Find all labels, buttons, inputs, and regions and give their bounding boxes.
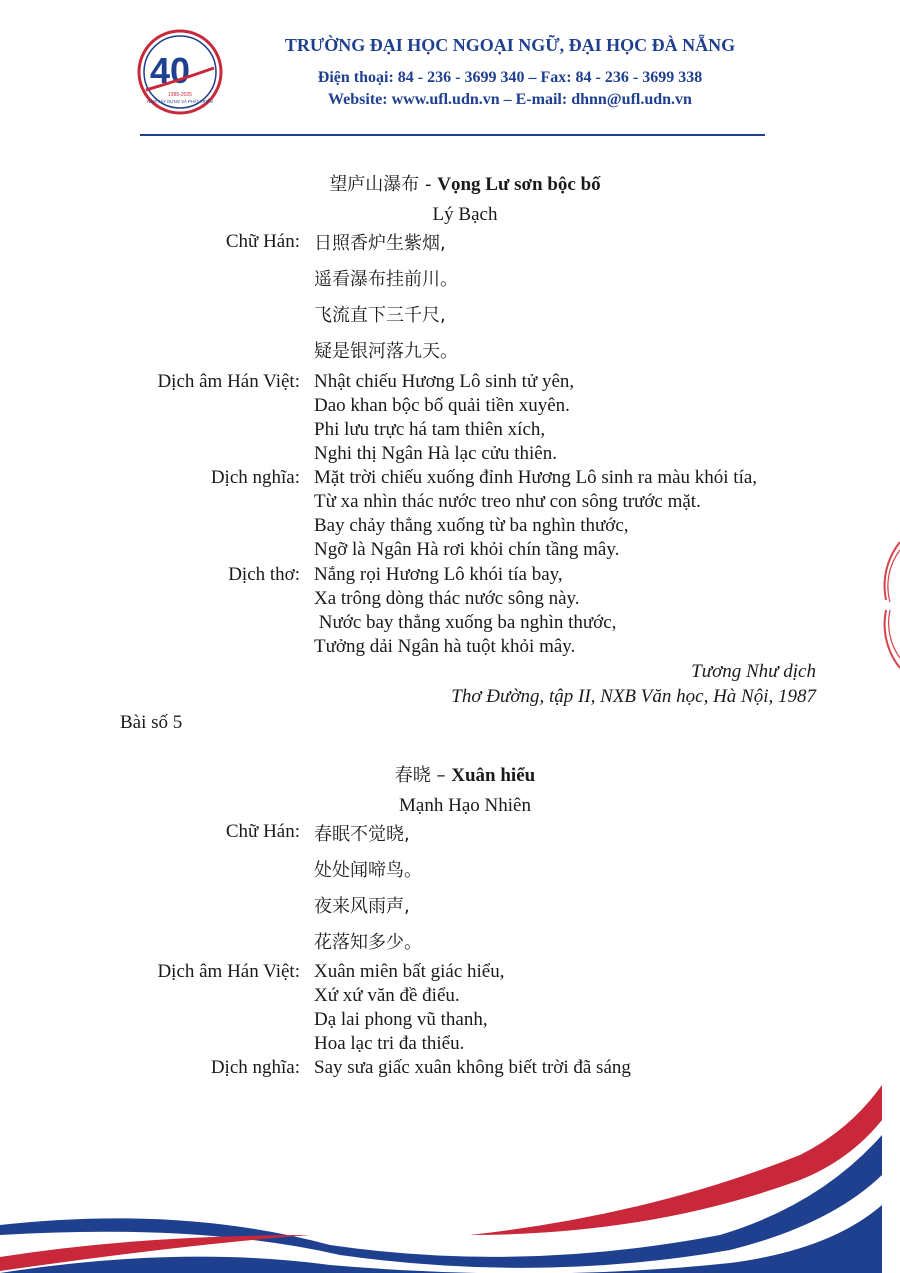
poem5-label-am: Dịch âm Hán Việt:: [157, 961, 300, 982]
poem4-label-am: Dịch âm Hán Việt:: [157, 371, 300, 392]
poem5-label-nghia: Dịch nghĩa:: [210, 1057, 300, 1078]
poem4-title-viet: Vọng Lư sơn bộc bố: [437, 174, 601, 195]
poem4-title-han: 望庐山瀑布 -: [329, 174, 438, 195]
poem4-han-line: 日照香炉生紫烟,: [314, 233, 446, 254]
poem5-am-line: Xứ xứ văn đề điểu.: [314, 985, 460, 1006]
school-name: TRƯỜNG ĐẠI HỌC NGOẠI NGỮ, ĐẠI HỌC ĐÀ NẴNG: [284, 35, 736, 55]
poem4-am-line: Phi lưu trực há tam thiên xích,: [314, 419, 546, 440]
poem5-am-line: Hoa lạc tri đa thiểu.: [314, 1033, 465, 1054]
poem4-tho-line: Nắng rọi Hương Lô khói tía bay,: [314, 564, 563, 585]
poem5-han-line: 花落知多少。: [314, 932, 422, 953]
poem4-nghia-line: Mặt trời chiếu xuống đỉnh Hương Lô sinh ra màu khói tía,: [314, 467, 758, 488]
poem4-am-line: Dao khan bộc bố quải tiền xuyên.: [314, 395, 570, 416]
contact-web-email: Website: www.ufl.udn.vn – E-mail: dhnn@ufl.udn.vn: [328, 91, 692, 108]
university-40-years-logo: [136, 28, 224, 116]
poem5-title-viet: Xuân hiểu: [451, 765, 536, 786]
poem5-han-line: 夜来风雨声,: [314, 896, 410, 917]
poem5-han-line: 春眠不觉晓,: [314, 824, 410, 845]
poem5-label-han: Chữ Hán:: [225, 821, 300, 842]
poem4-am-line: Nhật chiếu Hương Lô sinh tử yên,: [314, 371, 575, 392]
poem5-title-han: 春晓 –: [394, 765, 452, 786]
poem4-tho-line: Xa trông dòng thác nước sông này.: [314, 588, 580, 609]
poem5-am-line: Xuân miên bất giác hiểu,: [314, 961, 505, 982]
poem4-nghia-line: Bay chảy thẳng xuống từ ba nghìn thước,: [314, 515, 629, 536]
poem5-author: Mạnh Hạo Nhiên: [399, 795, 531, 816]
lesson-5-heading: Bài số 5: [120, 712, 183, 733]
poem5-title: [150, 764, 780, 788]
poem4-tho-line: Nước bay thẳng xuống ba nghìn thước,: [314, 612, 617, 633]
poem4-author: Lý Bạch: [432, 204, 498, 225]
poem4-am-line: Nghi thị Ngân Hà lạc cửu thiên.: [314, 443, 557, 464]
poem4-label-han: Chữ Hán:: [225, 231, 300, 252]
poem4-title: [150, 173, 780, 197]
poem4-han-line: 飞流直下三千尺,: [314, 305, 446, 326]
logo-caption: NĂM XÂY DỰNG VÀ PHÁT TRIỂN: [147, 99, 213, 104]
poem5-han-line: 处处闻啼鸟。: [314, 860, 422, 881]
poem4-tho-line: Tưởng dải Ngân hà tuột khỏi mây.: [314, 636, 576, 657]
poem4-nghia-line: Từ xa nhìn thác nước treo như con sông trước mặt.: [314, 491, 701, 512]
logo-number: 40: [150, 50, 191, 91]
red-seal-stamp-fragment: [880, 540, 900, 670]
footer-wave-decoration: [0, 1085, 900, 1273]
logo-years: 1985-2025: [168, 92, 192, 98]
poem5-nghia-line: Say sưa giấc xuân không biết trời đã sáng: [314, 1057, 631, 1078]
poem4-han-line: 疑是银河落九天。: [314, 341, 458, 362]
contact-phone-fax: Điện thoại: 84 - 236 - 3699 340 – Fax: 84 - 236 - 3699 338: [317, 69, 703, 86]
poem4-translator: Tương Như dịch: [691, 661, 816, 682]
poem4-label-nghia: Dịch nghĩa:: [210, 467, 300, 488]
header-divider: [140, 134, 765, 136]
poem5-am-line: Dạ lai phong vũ thanh,: [314, 1009, 488, 1030]
poem4-nghia-line: Ngỡ là Ngân Hà rơi khỏi chín tầng mây.: [314, 539, 620, 560]
poem4-label-tho: Dịch thơ:: [228, 564, 300, 585]
poem4-han-line: 遥看瀑布挂前川。: [314, 269, 458, 290]
poem4-source: Thơ Đường, tập II, NXB Văn học, Hà Nội, 1987: [451, 686, 816, 707]
